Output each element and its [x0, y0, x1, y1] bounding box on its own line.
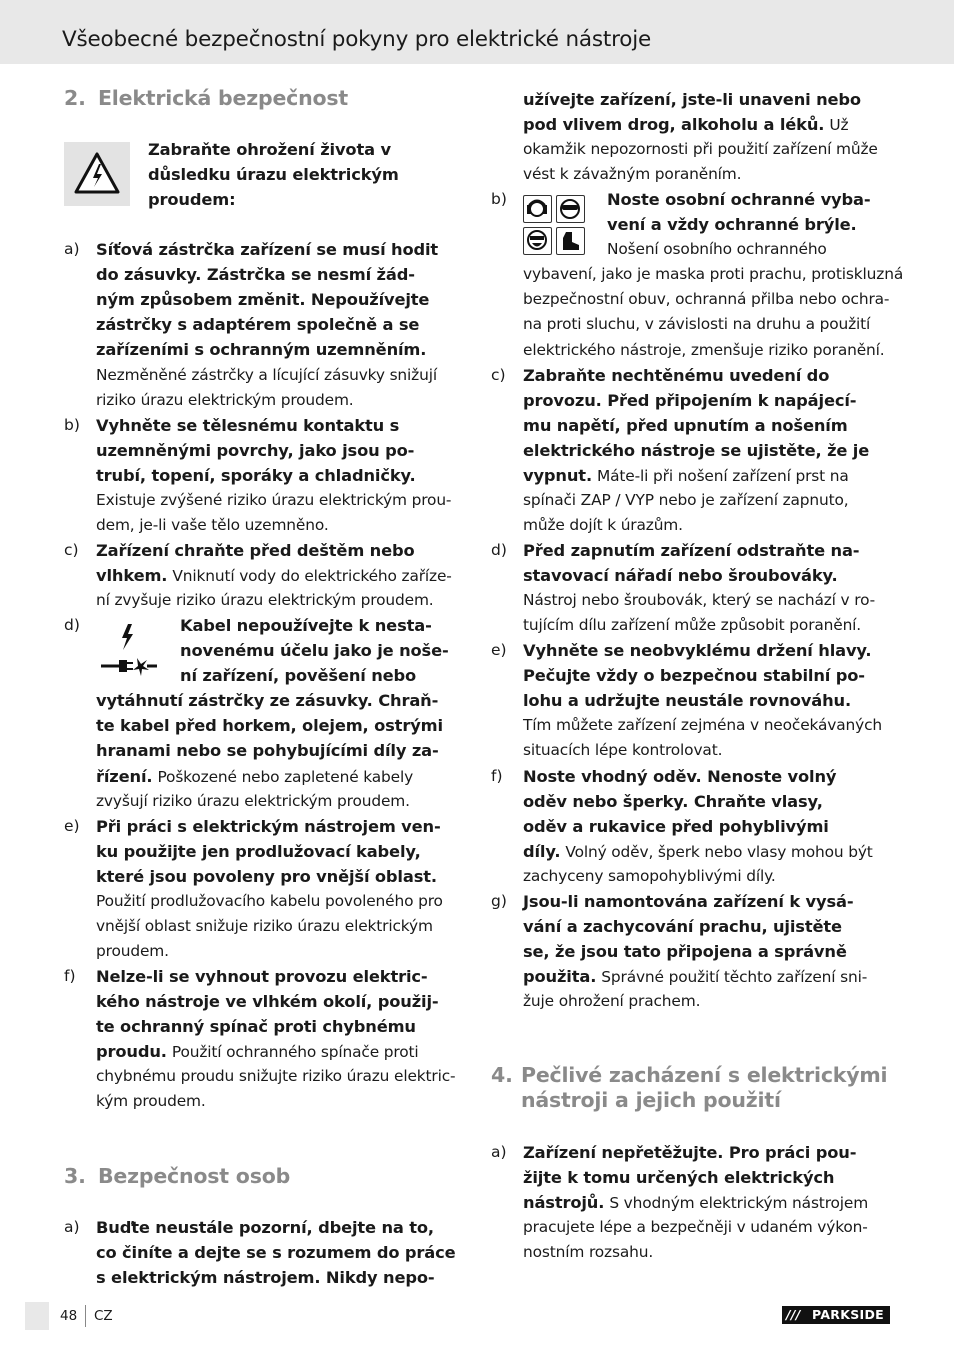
- paragraph-line: Síťová zástrčka zařízení se musí hodit: [96, 240, 439, 259]
- paragraph-line: Nástroj nebo šroubovák, který se nachází v ro-: [523, 591, 876, 609]
- paragraph-line: te kabel před horkem, olejem, ostrými: [96, 716, 443, 735]
- paragraph-line: nástrojů. S vhodným elektrickým nástrojem: [523, 1193, 869, 1212]
- paragraph-line: vání a zachycování prachu, ujistěte: [523, 917, 842, 936]
- paragraph-line: oděv nebo šperky. Chraňte vlasy,: [523, 792, 823, 811]
- paragraph-line: proudu. Použití ochranného spínače proti: [96, 1042, 419, 1061]
- paragraph-line: vnější oblast snižuje riziko úrazu elektrickým: [96, 917, 433, 935]
- paragraph-line: mu napětí, před upnutím a nošením: [523, 416, 848, 435]
- paragraph-line: Zařízení chraňte před deštěm nebo: [96, 541, 415, 560]
- safety-shoe-icon: [556, 227, 585, 255]
- item-label: c): [491, 366, 506, 384]
- paragraph-line: zachyceny samopohyblivými díly.: [523, 867, 776, 885]
- paragraph-line: ku použijte jen prodlužovací kabely,: [96, 842, 421, 861]
- warning-text-line: proudem:: [148, 190, 236, 209]
- paragraph-line: dem, je-li vaše tělo uzemněno.: [96, 516, 329, 534]
- paragraph-line: Při práci s elektrickým nástrojem ven-: [96, 817, 441, 836]
- paragraph-line: zástrčky s adaptérem společně a se: [96, 315, 420, 334]
- item-label: f): [491, 767, 503, 785]
- paragraph-line: Pečujte vždy o bezpečnou stabilní po-: [523, 666, 865, 685]
- paragraph-line: situacích lépe kontrolovat.: [523, 741, 723, 759]
- section-4-heading: 4. Pečlivé zacházení s elektrickými nástroji a jejich použití: [491, 1063, 888, 1112]
- page-number: 48: [60, 1308, 78, 1324]
- paragraph-line: trubí, topení, sporáky a chladničky.: [96, 466, 416, 485]
- item-label: b): [64, 416, 80, 434]
- paragraph-line: riziko úrazu elektrickým proudem.: [96, 391, 354, 409]
- warning-text-line: důsledku úrazu elektrickým: [148, 165, 399, 184]
- paragraph-line: které jsou povoleny pro vnější oblast.: [96, 867, 437, 886]
- paragraph-line: Nošení osobního ochranného: [607, 240, 827, 258]
- paragraph-line: vení a vždy ochranné brýle.: [607, 215, 857, 234]
- paragraph-line: proudem.: [96, 942, 169, 960]
- protective-equipment-icons: [523, 195, 587, 257]
- paragraph-line: te ochranný spínač proti chybnému: [96, 1017, 416, 1036]
- paragraph-line: Zařízení nepřetěžujte. Pro práci pou-: [523, 1143, 857, 1162]
- paragraph-line: žuje ohrožení prachem.: [523, 992, 701, 1010]
- section-3-heading: 3. Bezpečnost osob: [64, 1164, 291, 1188]
- item-label: g): [491, 892, 507, 910]
- paragraph-line: Buďte neustále pozorní, dbejte na to,: [96, 1218, 434, 1237]
- paragraph-line: oděv a rukavice před pohyblivými: [523, 817, 829, 836]
- ear-protection-icon: [523, 195, 552, 223]
- paragraph-line: uzemněnými povrchy, jako jsou po-: [96, 441, 415, 460]
- paragraph-line: ným způsobem změnit. Nepoužívejte: [96, 290, 430, 309]
- paragraph-line: okamžik nepozornosti při použití zařízení může: [523, 140, 878, 158]
- item-label: d): [64, 616, 80, 634]
- paragraph-line: užívejte zařízení, jste-li unaveni nebo: [523, 90, 861, 109]
- paragraph-line: vlhkem. Vniknutí vody do elektrického zaříze-: [96, 566, 452, 585]
- paragraph-line: Nelze-li se vyhnout provozu elektric-: [96, 967, 428, 986]
- paragraph-line: pod vlivem drog, alkoholu a léků. Už: [523, 115, 849, 134]
- paragraph-line: lohu a udržujte neustále rovnováhu.: [523, 691, 851, 710]
- paragraph-line: tujícím dílu zařízení může způsobit poranění.: [523, 616, 862, 634]
- dust-mask-icon: [523, 227, 552, 255]
- paragraph-line: Tím můžete zařízení zejména v neočekávaných: [523, 716, 883, 734]
- item-label: b): [491, 190, 507, 208]
- paragraph-line: může dojít k úrazům.: [523, 516, 683, 534]
- item-label: d): [491, 541, 507, 559]
- paragraph-line: vybavení, jako je maska proti prachu, protiskluzná: [523, 265, 904, 283]
- paragraph-line: Kabel nepoužívejte k nesta-: [180, 616, 432, 635]
- footer-marker: [25, 1302, 49, 1330]
- paragraph-line: nostním rozsahu.: [523, 1243, 654, 1261]
- item-label: f): [64, 967, 76, 985]
- electric-hazard-warning-icon: [64, 142, 130, 206]
- paragraph-line: kým proudem.: [96, 1092, 206, 1110]
- section-2-heading: 2. Elektrická bezpečnost: [64, 86, 348, 110]
- item-label: e): [491, 641, 507, 659]
- paragraph-line: řízení. Poškozené nebo zapletené kabely: [96, 767, 414, 786]
- language-code: CZ: [94, 1308, 113, 1324]
- damaged-cable-warning-icon: [97, 620, 159, 680]
- paragraph-line: chybnému proudu snižujte riziko úrazu elektric-: [96, 1067, 456, 1085]
- paragraph-line: Vyhněte se tělesnému kontaktu s: [96, 416, 400, 435]
- paragraph-line: Nezměněné zástrčky a lícující zásuvky snižují: [96, 366, 437, 384]
- parkside-logo: /// PARKSIDE: [782, 1306, 890, 1324]
- paragraph-line: stavovací nářadí nebo šroubováky.: [523, 566, 838, 585]
- paragraph-line: hranami nebo se pohybujícími díly za-: [96, 741, 439, 760]
- warning-text-line: Zabraňte ohrožení života v: [148, 140, 391, 159]
- paragraph-line: Noste vhodný oděv. Nenoste volný: [523, 767, 837, 786]
- item-label: a): [491, 1143, 507, 1161]
- paragraph-line: spínači ZAP / VYP nebo je zařízení zapnuto,: [523, 491, 849, 509]
- paragraph-line: Existuje zvýšené riziko úrazu elektrickým prou-: [96, 491, 452, 509]
- page-header: [0, 0, 954, 64]
- paragraph-line: Jsou-li namontována zařízení k vysá-: [523, 892, 854, 911]
- paragraph-line: ní zařízení, pověšení nebo: [180, 666, 417, 685]
- paragraph-line: pracujete lépe a bezpečněji v udaném výkon-: [523, 1218, 868, 1236]
- paragraph-line: Vyhněte se neobvyklému držení hlavy.: [523, 641, 872, 660]
- paragraph-line: zvyšují riziko úrazu elektrickým proudem.: [96, 792, 410, 810]
- paragraph-line: elektrického nástroje se ujistěte, že je: [523, 441, 870, 460]
- paragraph-line: elektrického nástroje, zmenšuje riziko poranění.: [523, 341, 885, 359]
- paragraph-line: provozu. Před připojením k napájecí-: [523, 391, 857, 410]
- paragraph-line: novenému účelu jako je nošе-: [180, 641, 449, 660]
- paragraph-line: na proti sluchu, v závislosti na druhu a použití: [523, 315, 871, 333]
- paragraph-line: díly. Volný oděv, šperk nebo vlasy mohou být: [523, 842, 873, 861]
- paragraph-line: použita. Správné použití těchto zařízení sni-: [523, 967, 868, 986]
- page-header-title: Všeobecné bezpečnostní pokyny pro elektrické nástroje: [62, 27, 652, 52]
- paragraph-line: co činíte a dejte se s rozumem do práce: [96, 1243, 456, 1262]
- paragraph-line: vypnut. Máte-li při nošení zařízení prst na: [523, 466, 849, 485]
- paragraph-line: Použití prodlužovacího kabelu povoleného pro: [96, 892, 443, 910]
- item-label: c): [64, 541, 79, 559]
- paragraph-line: kého nástroje ve vlhkém okolí, použij-: [96, 992, 439, 1011]
- paragraph-line: bezpečnostní obuv, ochranná přilba nebo ochra-: [523, 290, 890, 308]
- item-label: a): [64, 1218, 80, 1236]
- paragraph-line: vést k závažným poraněním.: [523, 165, 742, 183]
- paragraph-line: Před zapnutím zařízení odstraňte na-: [523, 541, 860, 560]
- paragraph-line: s elektrickým nástrojem. Nikdy nepo-: [96, 1268, 435, 1287]
- paragraph-line: ní zvyšuje riziko úrazu elektrickým proudem.: [96, 591, 434, 609]
- paragraph-line: se, že jsou tato připojena a správně: [523, 942, 847, 961]
- paragraph-line: vytáhnutí zástrčky ze zásuvky. Chraň-: [96, 691, 439, 710]
- paragraph-line: Noste osobní ochranné vyba-: [607, 190, 871, 209]
- safety-glasses-icon: [556, 195, 585, 223]
- item-label: a): [64, 240, 80, 258]
- paragraph-line: do zásuvky. Zástrčka se nesmí žád-: [96, 265, 415, 284]
- footer-divider: [85, 1305, 86, 1327]
- paragraph-line: Zabraňte nechtěnému uvedení do: [523, 366, 830, 385]
- paragraph-line: zařízeními s ochranným uzemněním.: [96, 340, 427, 359]
- paragraph-line: žijte k tomu určených elektrických: [523, 1168, 835, 1187]
- item-label: e): [64, 817, 80, 835]
